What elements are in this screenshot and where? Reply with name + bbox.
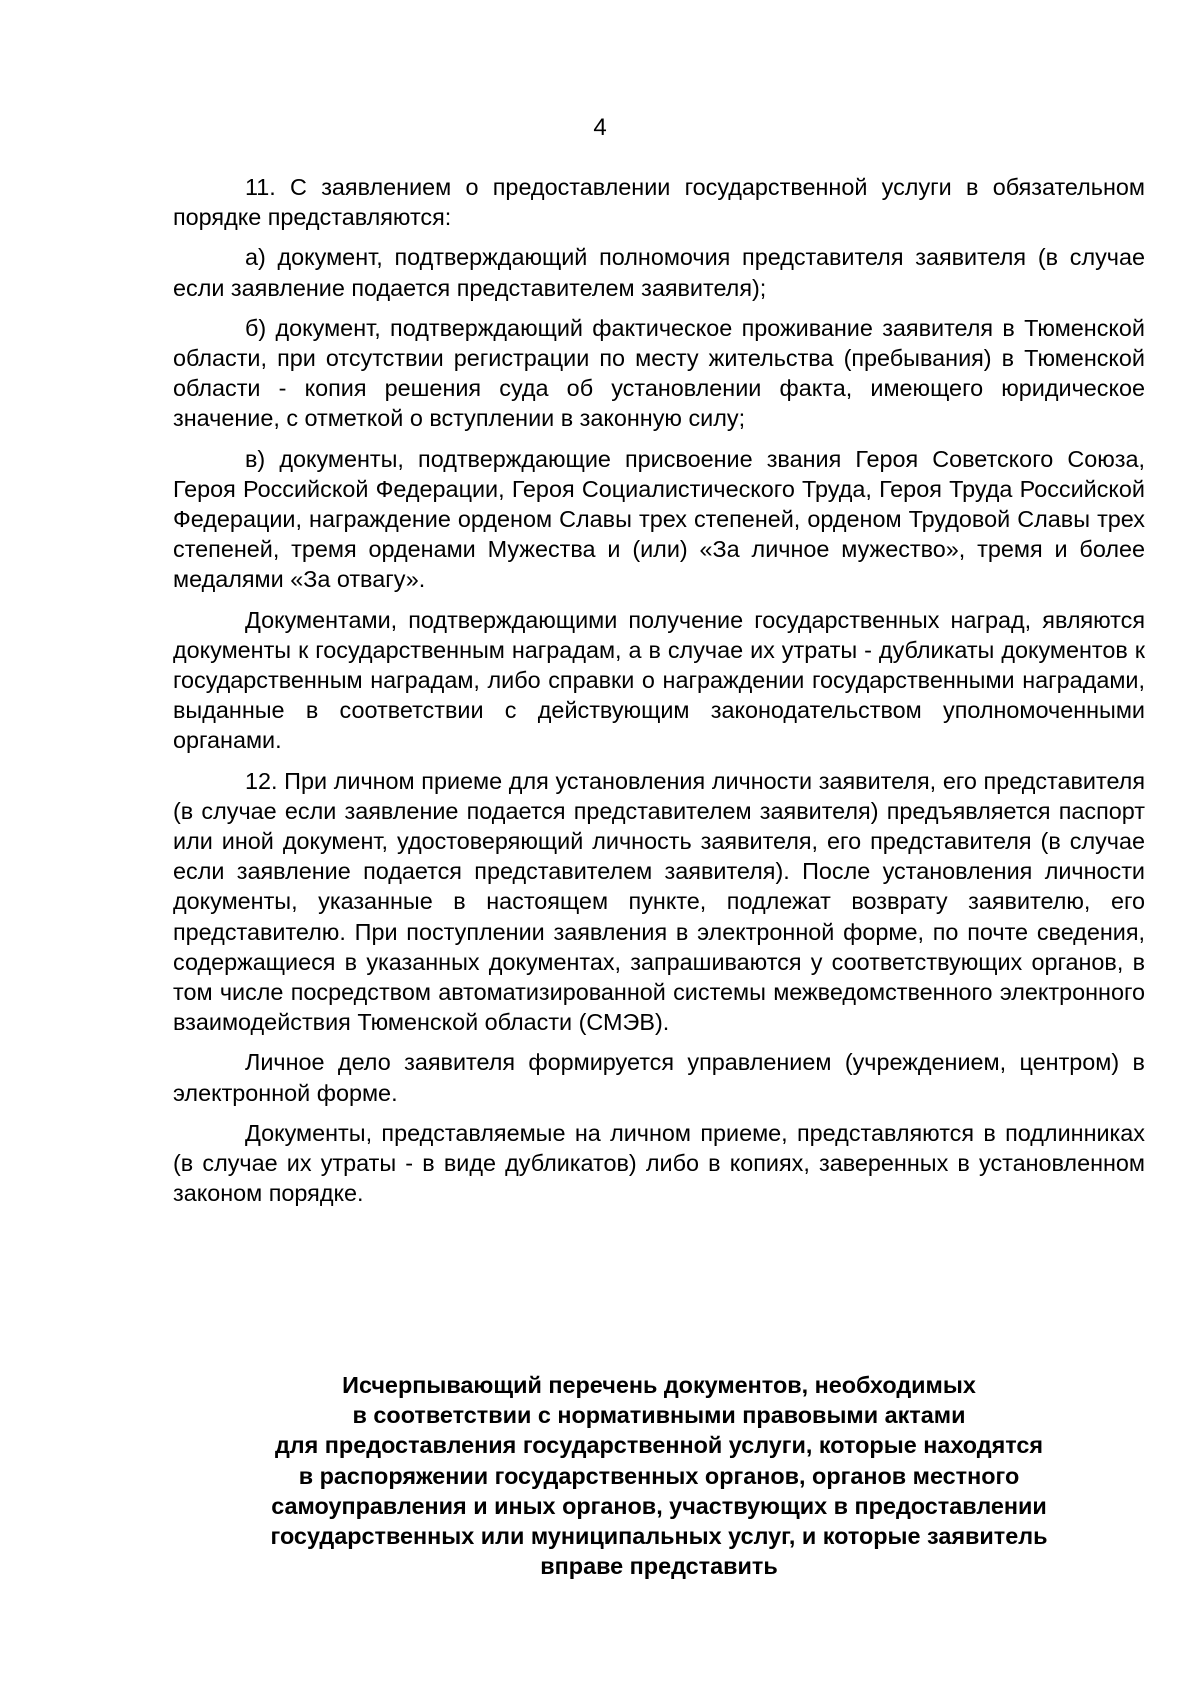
paragraph-item-12: 12. При личном приеме для установления личности заявителя, его представителя (в случае если заявление подается представителем заявителя) предъявляется паспорт или иной документ, удостоверяющий личность заявителя, его представителя (в случае если заявление подается представителем заявителя). После установления личности документы, указанные в настоящем пункте, подлежат возврату заявителю, его представителю. При поступлении заявления в электронной форме, по почте сведения, содержащиеся в указанных документах, запрашиваются у соответствующих органов, в том числе посредством автоматизированной системы межведомственного электронного взаимодействия Тюменской области (СМЭВ).: [173, 767, 1145, 1036]
section-heading: Исчерпывающий перечень документов, необходимых в соответствии с нормативными правовыми актами для предоставления государственной услуги, которые находятся в распоряжении государственных органов, органов местного самоуправления и иных органов, участвующих в предоставлении государственных или муниципальных услуг, и которые заявитель вправе представить: [270, 1372, 1048, 1580]
document-body: [173, 172, 1145, 1219]
paragraph-award-documents: Документами, подтверждающими получение государственных наград, являются документы к государственным наградам, а в случае их утраты - дубликаты документов к государственным наградам, либо справки о награждении государственными наградами, выданные в соответствии с действующим законодательством уполномоченными органами.: [173, 606, 1145, 754]
paragraph-item-11: 11. С заявлением о предоставлении государственной услуги в обязательном порядке представляются:: [173, 174, 1145, 231]
paragraph-personal-file: Личное дело заявителя формируется управлением (учреждением, центром) в электронной форме.: [173, 1049, 1145, 1106]
paragraph-subitem-v: в) документы, подтверждающие присвоение звания Героя Советского Союза, Героя Российской Федерации, Героя Социалистического Труда, Героя Труда Российской Федерации, награждение орденом Славы трех степеней, орденом Трудовой Славы трех степеней, тремя орденами Мужества и (или) «За личное мужество», тремя и более медалями «За отвагу».: [173, 445, 1145, 593]
paragraph-originals: Документы, представляемые на личном приеме, представляются в подлинниках (в случае их утраты - в виде дубликатов) либо в копиях, заверенных в установленном законом порядке.: [173, 1119, 1145, 1207]
paragraph-subitem-b: б) документ, подтверждающий фактическое проживание заявителя в Тюменской области, при отсутствии регистрации по месту жительства (пребывания) в Тюменской области - копия решения суда об установлении факта, имеющего юридическое значение, с отметкой о вступлении в законную силу;: [173, 314, 1145, 432]
paragraph-subitem-a: а) документ, подтверждающий полномочия представителя заявителя (в случае если заявление подается представителем заявителя);: [173, 244, 1145, 301]
page-number: 4: [593, 114, 607, 141]
